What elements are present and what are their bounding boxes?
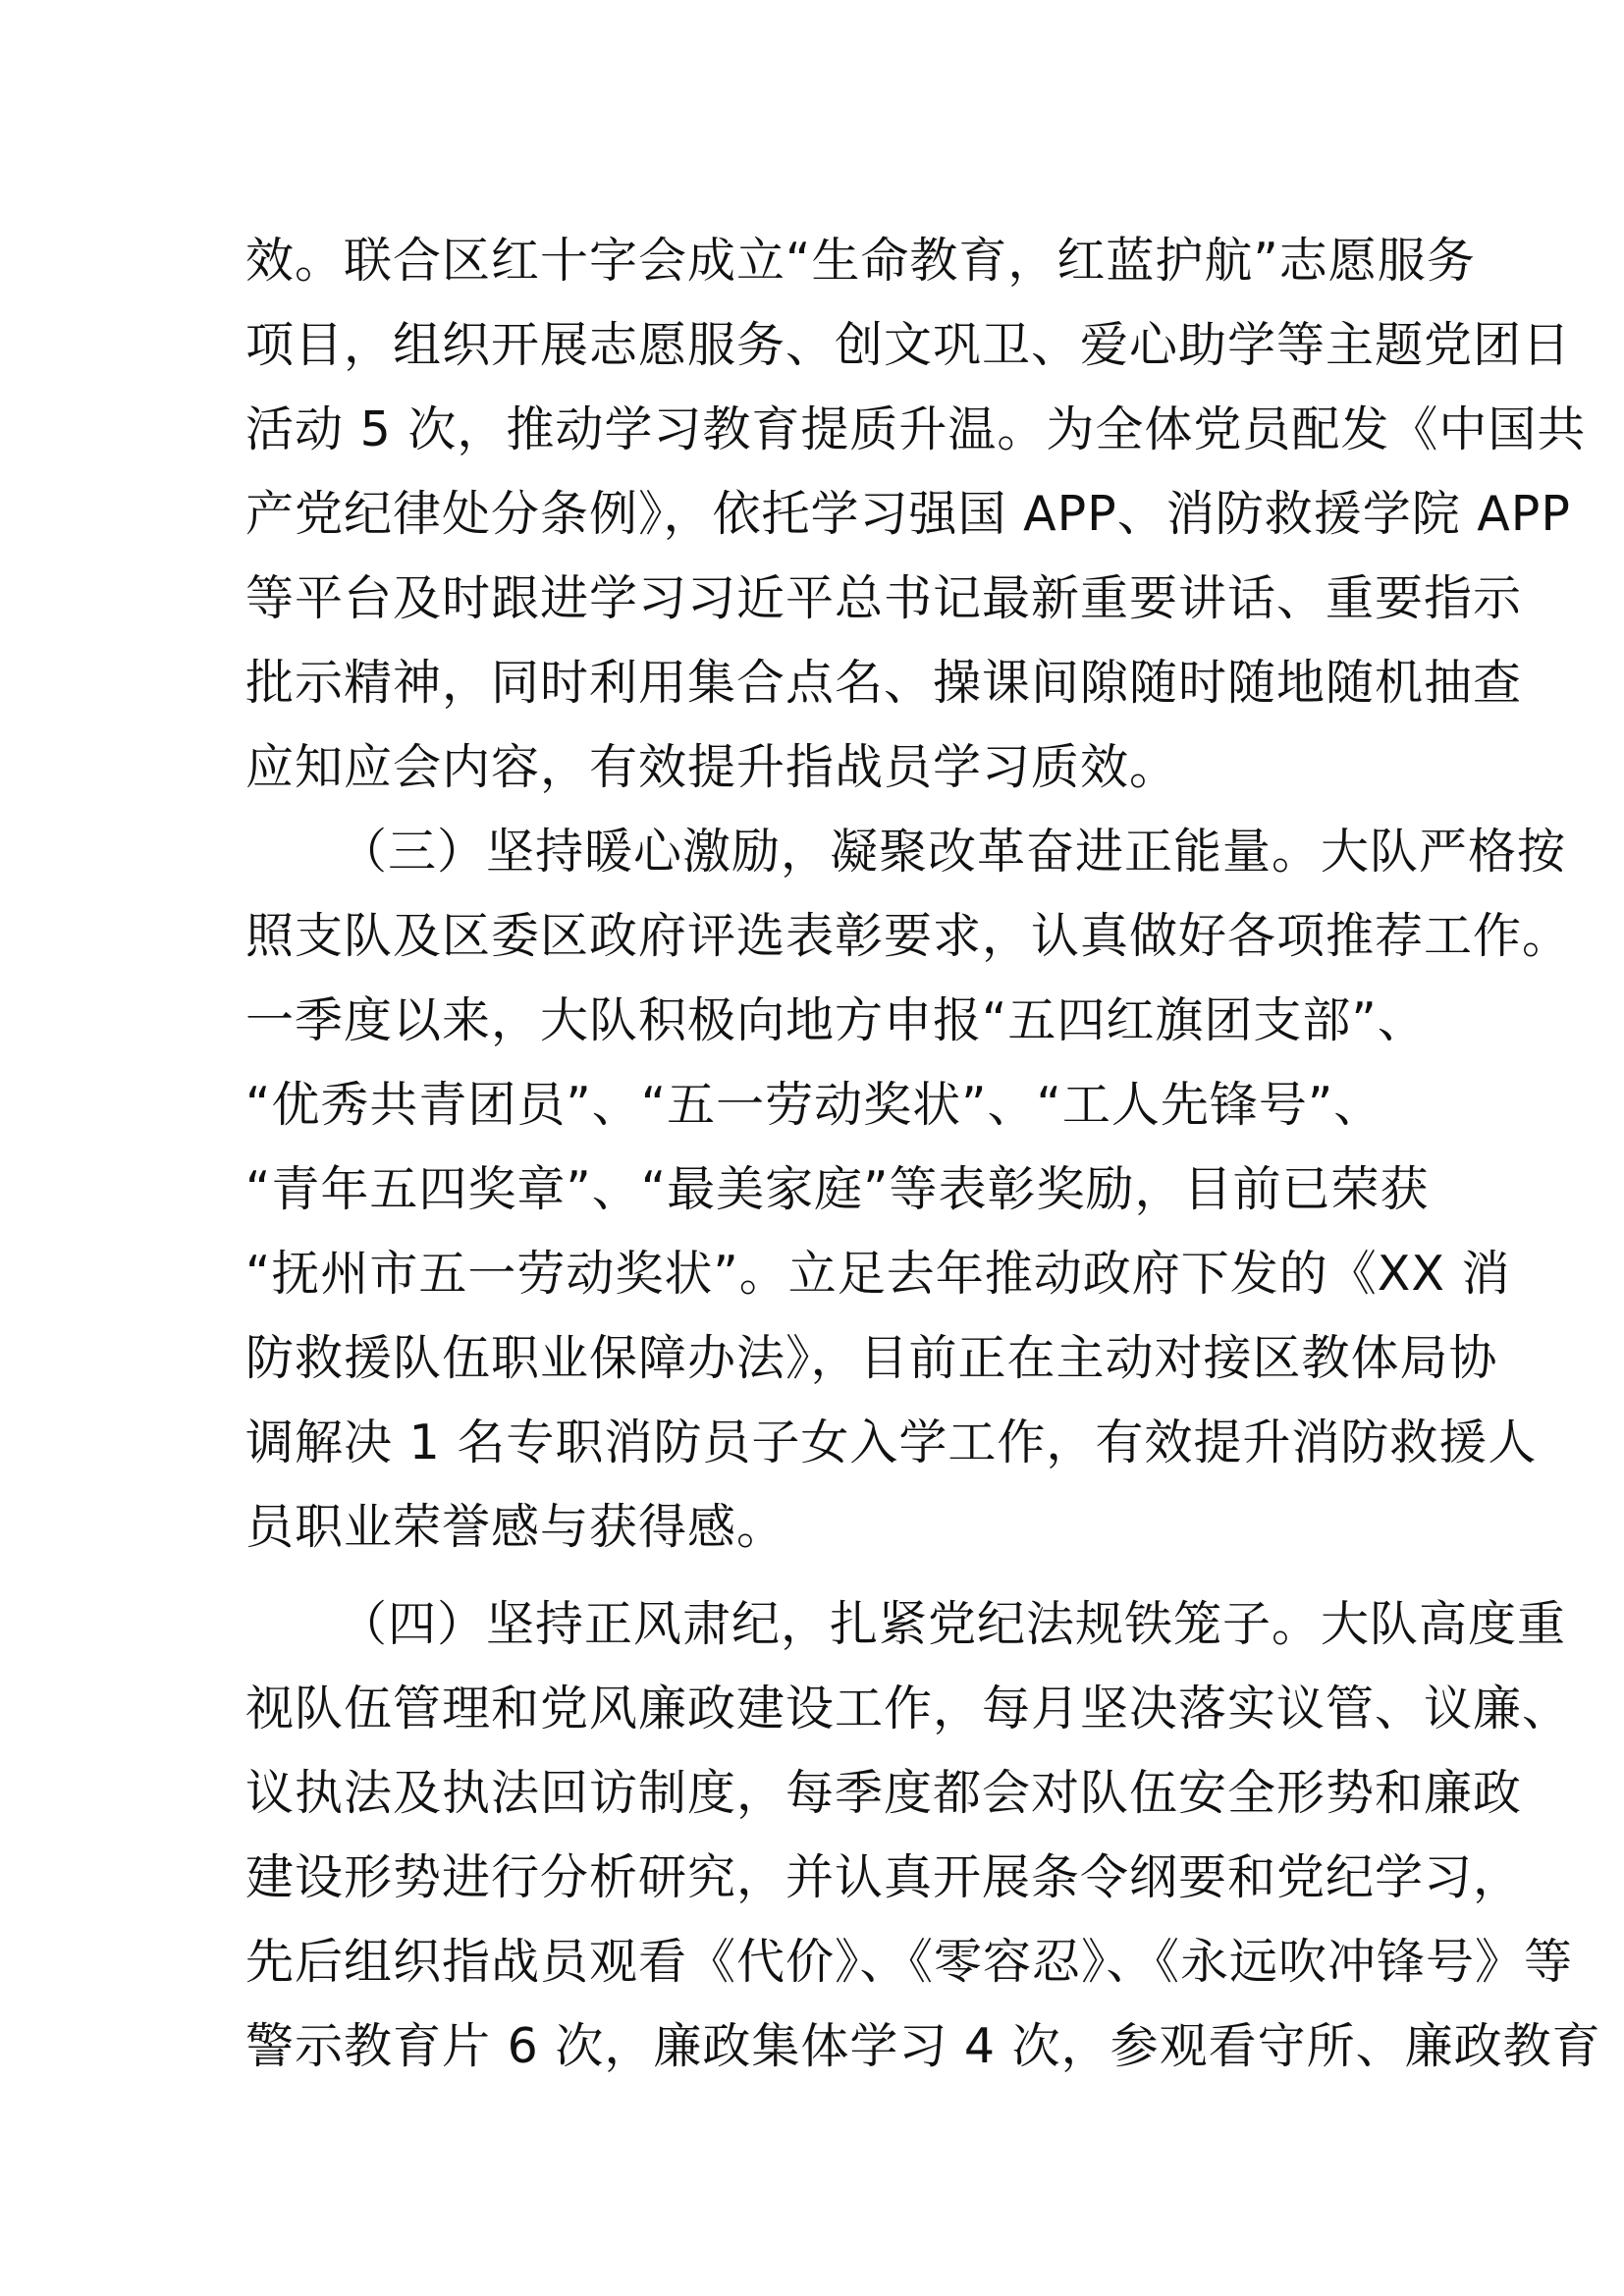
paragraph-line: 员职业荣誉感与获得感。 (245, 1499, 786, 1555)
paragraph-line: 调解决 1 名专职消防员子女入学工作，有效提升消防救援人 (245, 1415, 1538, 1470)
paragraph-line: 一季度以来，大队积极向地方申报“五四红旗团支部”、 (245, 992, 1427, 1048)
paragraph-line: 项目，组织开展志愿服务、创文巩卫、爱心助学等主题党团日 (245, 317, 1572, 373)
paragraph-line: 警示教育片 6 次，廉政集体学习 4 次，参观看守所、廉政教育 (245, 2018, 1601, 2074)
paragraph-line: 应知应会内容，有效提升指战员学习质效。 (245, 739, 1179, 795)
paragraph-line: 照支队及区委区政府评选表彰要求，认真做好各项推荐工作。 (245, 908, 1572, 964)
paragraph-line: 先后组织指战员观看《代价》、《零容忍》、《永远吹冲锋号》等 (245, 1934, 1574, 1990)
paragraph-line: “抚州市五一劳动奖状”。立足去年推动政府下发的《XX 消 (245, 1246, 1511, 1302)
paragraph-line: 等平台及时跟进学习习近平总书记最新重要讲话、重要指示 (245, 570, 1523, 626)
paragraph-line: 议执法及执法回访制度，每季度都会对队伍安全形势和廉政 (245, 1765, 1523, 1821)
paragraph-line: 效。联合区红十字会成立“生命教育，红蓝护航”志愿服务 (245, 233, 1476, 289)
section-heading-line: （三）坚持暖心激励，凝聚改革奋进正能量。大队严格按 (339, 824, 1567, 880)
paragraph-line: “优秀共青团员”、“五一劳动奖状”、“工人先锋号”、 (245, 1077, 1383, 1133)
paragraph-line: 防救援队伍职业保障办法》，目前正在主动对接区教体局协 (245, 1330, 1498, 1386)
paragraph-line: 建设形势进行分析研究，并认真开展条令纲要和党纪学习， (245, 1849, 1523, 1905)
paragraph-line: 活动 5 次，推动学习教育提质升温。为全体党员配发《中国共 (245, 401, 1587, 457)
paragraph-line: “青年五四奖章”、“最美家庭”等表彰奖励，目前已荣获 (245, 1161, 1430, 1217)
paragraph-line: 产党纪律处分条例》，依托学习强国 APP、消防救援学院 APP (245, 486, 1571, 542)
paragraph-line: 批示精神，同时利用集合点名、操课间隙随时随地随机抽查 (245, 655, 1523, 711)
section-heading-line: （四）坚持正风肃纪，扎紧党纪法规铁笼子。大队高度重 (339, 1596, 1567, 1652)
paragraph-line: 视队伍管理和党风廉政建设工作，每月坚决落实议管、议廉、 (245, 1681, 1572, 1736)
